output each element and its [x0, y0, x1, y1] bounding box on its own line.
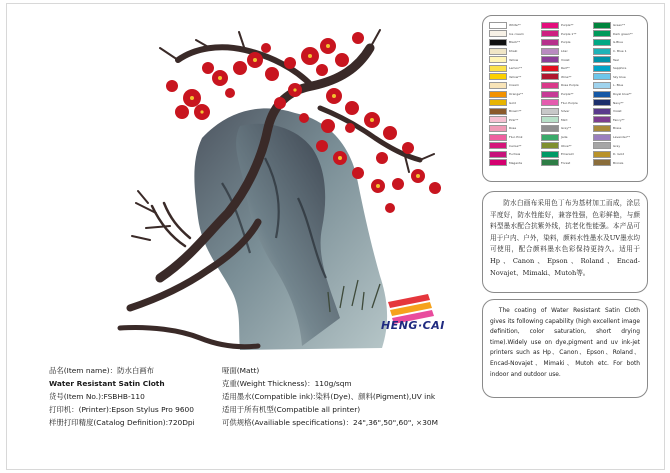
swatch-label: Brown**: [509, 109, 522, 114]
swatch-chip: [593, 142, 611, 149]
swatch-item: [593, 141, 641, 150]
swatch-chip: [489, 142, 507, 149]
swatch-chip: [593, 108, 611, 115]
spec-item-name-label: 品名(Item name)：: [49, 366, 118, 375]
spec-item-name-en: Water Resistant Satin Cloth: [49, 379, 165, 388]
swatch-item: [489, 73, 537, 82]
swatch-chip: [593, 159, 611, 166]
swatch-label: Rose: [509, 126, 517, 131]
swatch-chip: [593, 151, 611, 158]
swatch-label: Ice cream: [509, 31, 524, 36]
swatch-label: Khaki: [509, 49, 518, 54]
swatch-label: Cerise**: [509, 143, 522, 148]
specs-left: [49, 364, 195, 429]
swatch-label: Purple**: [561, 23, 574, 28]
swatch-chip: [593, 22, 611, 29]
swatch-chip: [489, 82, 507, 89]
swatch-item: [593, 73, 641, 82]
branch-left-twigs: [152, 203, 190, 246]
swatch-label: Gold: [509, 100, 516, 105]
spec-item-name-cn: 防水白画布: [117, 366, 155, 375]
swatch-label: Wine**: [561, 74, 572, 79]
swatch-label: Silver: [561, 109, 570, 114]
spec-item-name: [49, 364, 195, 377]
swatch-chip: [541, 159, 559, 166]
swatch-chip: [593, 134, 611, 141]
swatch-label: Navy**: [613, 100, 624, 105]
swatch-item: [489, 90, 537, 99]
swatch-item: [541, 133, 589, 142]
swatch-label: Pink**: [509, 117, 519, 122]
spec-definition-label: 样册打印精度(Catalog Definition):: [49, 418, 169, 427]
swatch-item: [593, 47, 641, 56]
swatch-item: [541, 107, 589, 116]
spec-ink-value: 染料(Dye)、颜料(Pigment),UV ink: [315, 392, 436, 401]
spec-finish: 哑面(Matt): [222, 366, 260, 375]
swatch-chip: [489, 125, 507, 132]
swatch-label: Green**: [613, 23, 626, 28]
swatch-item: [489, 38, 537, 47]
swatch-chip: [541, 39, 559, 46]
swatch-item: [541, 38, 589, 47]
swatch-item: [541, 141, 589, 150]
swatch-label: Black**: [509, 40, 521, 45]
swatch-label: G.Blue: [613, 40, 623, 45]
color-swatch-chart: [482, 15, 648, 182]
description-cn: 防水白画布采用色丁布为基材加工而成，涂层平度好，防水性能好，兼容性强，色彩鲜艳，与颜料型墨水配合抗紫外线，抗老化性能强。本产品可用于户内、户外，染料，颜料水性墨水及UV墨水均可使用，配合颜料墨水色彩保持更持久。适用于Hp、Canon、Epson、Roland、Encad-Novajet、Mimaki、Mutoh等。: [490, 199, 640, 277]
swatch-item: [489, 30, 537, 39]
swatch-item: [489, 98, 537, 107]
swatch-chip: [541, 125, 559, 132]
swatch-label: Mint: [561, 117, 568, 122]
swatch-grid: [489, 21, 641, 167]
swatch-item: [489, 141, 537, 150]
swatch-chip: [593, 73, 611, 80]
specs-right: [222, 364, 438, 429]
swatch-label: Violet: [561, 57, 570, 62]
swatch-chip: [541, 108, 559, 115]
swatch-label: Violet: [613, 109, 622, 114]
swatch-item: [489, 55, 537, 64]
swatch-chip: [541, 22, 559, 29]
swatch-chip: [489, 116, 507, 123]
swatch-chip: [541, 151, 559, 158]
swatch-label: Olive**: [561, 143, 572, 148]
swatch-label: Royal blue**: [613, 92, 632, 97]
swatch-item: [541, 124, 589, 133]
swatch-item: [541, 90, 589, 99]
branch-bottom: [120, 327, 258, 346]
spec-thickness-label: 克重(Weight Thickness)：: [222, 379, 315, 388]
spec-sizes-label: 可供规格(Availiable specifications)：: [222, 418, 354, 427]
swatch-chip: [541, 65, 559, 72]
spec-printer: [49, 403, 195, 416]
description-en: The coating of Water Resistant Satin Cloth gives its following capability (high excellent image definition, color saturation, short drying time).Widely use on dye,pigment and uv ink-jet printers such as Hp、Canon、Epson、Roland、Encad-Novajet、Mimaki、Mutoh etc. For both indoor and outdoor use.: [490, 308, 640, 378]
swatch-label: Gray: [613, 143, 621, 148]
swatch-chip: [489, 39, 507, 46]
swatch-label: Fluo Pink: [509, 135, 523, 140]
swatch-item: [489, 81, 537, 90]
swatch-item: [541, 98, 589, 107]
swatch-label: Orange**: [509, 92, 524, 97]
swatch-item: [541, 21, 589, 30]
swatch-label: Lilac: [561, 49, 568, 54]
swatch-label: Purple**: [561, 92, 574, 97]
swatch-chip: [489, 30, 507, 37]
spec-thickness-value: 110g/sqm: [314, 379, 352, 388]
swatch-item: [541, 73, 589, 82]
swatch-chip: [489, 48, 507, 55]
swatch-chip: [593, 48, 611, 55]
swatch-chip: [593, 56, 611, 63]
swatch-label: Fancy**: [613, 117, 625, 122]
swatch-chip: [541, 56, 559, 63]
spec-printer-label: 打印机：(Printer):: [49, 405, 112, 414]
swatch-label: C. Blue 1: [613, 49, 627, 54]
swatch-chip: [593, 39, 611, 46]
swatch-label: Lemon**: [509, 66, 523, 71]
description-cn-panel: [482, 191, 648, 293]
swatch-item: [593, 98, 641, 107]
swatch-chip: [489, 22, 507, 29]
swatch-chip: [489, 134, 507, 141]
swatch-item: [593, 150, 641, 159]
swatch-label: Jade: [561, 135, 568, 140]
swatch-label: Purple 1**: [561, 31, 577, 36]
swatch-chip: [489, 151, 507, 158]
swatch-item: [593, 133, 641, 142]
swatch-item: [593, 55, 641, 64]
swatch-item: [489, 133, 537, 142]
swatch-label: Fuchsia: [509, 152, 521, 157]
description-en-panel: [482, 299, 648, 398]
swatch-item: [489, 116, 537, 125]
swatch-item: [593, 81, 641, 90]
swatch-chip: [489, 65, 507, 72]
swatch-item: [593, 159, 641, 168]
swatch-label: Teal: [613, 57, 619, 62]
swatch-chip: [489, 91, 507, 98]
swatch-chip: [593, 99, 611, 106]
swatch-chip: [593, 91, 611, 98]
swatch-chip: [541, 134, 559, 141]
swatch-label: L. Blue: [613, 83, 624, 88]
swatch-item: [489, 107, 537, 116]
swatch-label: Red**: [561, 66, 570, 71]
swatch-label: Grey**: [561, 126, 572, 131]
swatch-item: [489, 21, 537, 30]
swatch-item: [541, 116, 589, 125]
swatch-label: Purple: [561, 40, 571, 45]
swatch-item: [593, 90, 641, 99]
swatch-item: [541, 47, 589, 56]
brand-name: HENG·CAI: [381, 319, 445, 332]
swatch-item: [541, 55, 589, 64]
swatch-label: Lavender**: [613, 135, 631, 140]
swatch-item: [593, 30, 641, 39]
swatch-label: Sky blue: [613, 74, 626, 79]
spec-definition: [49, 416, 195, 429]
swatch-label: White**: [509, 23, 521, 28]
swatch-label: Bronze: [613, 160, 624, 165]
swatch-chip: [541, 91, 559, 98]
swatch-label: D. Gold: [613, 152, 625, 157]
swatch-chip: [541, 73, 559, 80]
swatch-label: Fluo Purple: [561, 100, 578, 105]
swatch-chip: [541, 116, 559, 123]
swatch-chip: [489, 99, 507, 106]
swatch-item: [541, 30, 589, 39]
swatch-label: Emerald: [561, 152, 574, 157]
swatch-label: Rose Purple: [561, 83, 579, 88]
swatch-label: Yellow: [509, 57, 519, 62]
spec-item-no-value: FSBHB-110: [103, 392, 145, 401]
spec-ink-label: 适用墨水(Compatible ink):: [222, 392, 316, 401]
swatch-chip: [489, 56, 507, 63]
swatch-item: [489, 124, 537, 133]
swatch-item: [593, 64, 641, 73]
swatch-chip: [541, 48, 559, 55]
swatch-chip: [541, 30, 559, 37]
swatch-chip: [541, 82, 559, 89]
swatch-item: [593, 38, 641, 47]
swatch-chip: [489, 159, 507, 166]
swatch-item: [489, 150, 537, 159]
spec-ink: [222, 390, 438, 403]
swatch-label: Yellow**: [509, 74, 522, 79]
swatch-label: Sapphire: [613, 66, 627, 71]
swatch-chip: [593, 65, 611, 72]
spec-thickness: [222, 377, 438, 390]
swatch-label: Dark green**: [613, 31, 633, 36]
swatch-chip: [489, 108, 507, 115]
spec-definition-value: 720Dpi: [168, 418, 195, 427]
swatch-item: [489, 47, 537, 56]
spec-sizes: [222, 416, 438, 429]
spec-item-no: [49, 390, 195, 403]
swatch-chip: [593, 30, 611, 37]
swatch-chip: [489, 73, 507, 80]
swatch-item: [593, 107, 641, 116]
swatch-item: [489, 64, 537, 73]
swatch-item: [541, 159, 589, 168]
swatch-chip: [593, 125, 611, 132]
swatch-chip: [593, 82, 611, 89]
swatch-item: [593, 124, 641, 133]
swatch-item: [541, 150, 589, 159]
swatch-label: Cream: [509, 83, 519, 88]
swatch-item: [489, 159, 537, 168]
swatch-chip: [541, 142, 559, 149]
swatch-item: [541, 64, 589, 73]
swatch-label: Magenta: [509, 160, 523, 165]
spec-sizes-value: 24",36",50",60", ×30M: [353, 418, 438, 427]
spec-compatible-printer: 适用于所有机型(Compatible all printer): [222, 405, 361, 414]
swatch-chip: [541, 99, 559, 106]
spec-printer-value: Epson Stylus Pro 9600: [111, 405, 194, 414]
swatch-item: [541, 81, 589, 90]
swatch-item: [593, 116, 641, 125]
swatch-label: Brass: [613, 126, 622, 131]
swatch-chip: [593, 116, 611, 123]
spec-item-no-label: 货号(Item No.):: [49, 392, 104, 401]
swatch-label: Forest: [561, 160, 571, 165]
swatch-item: [593, 21, 641, 30]
